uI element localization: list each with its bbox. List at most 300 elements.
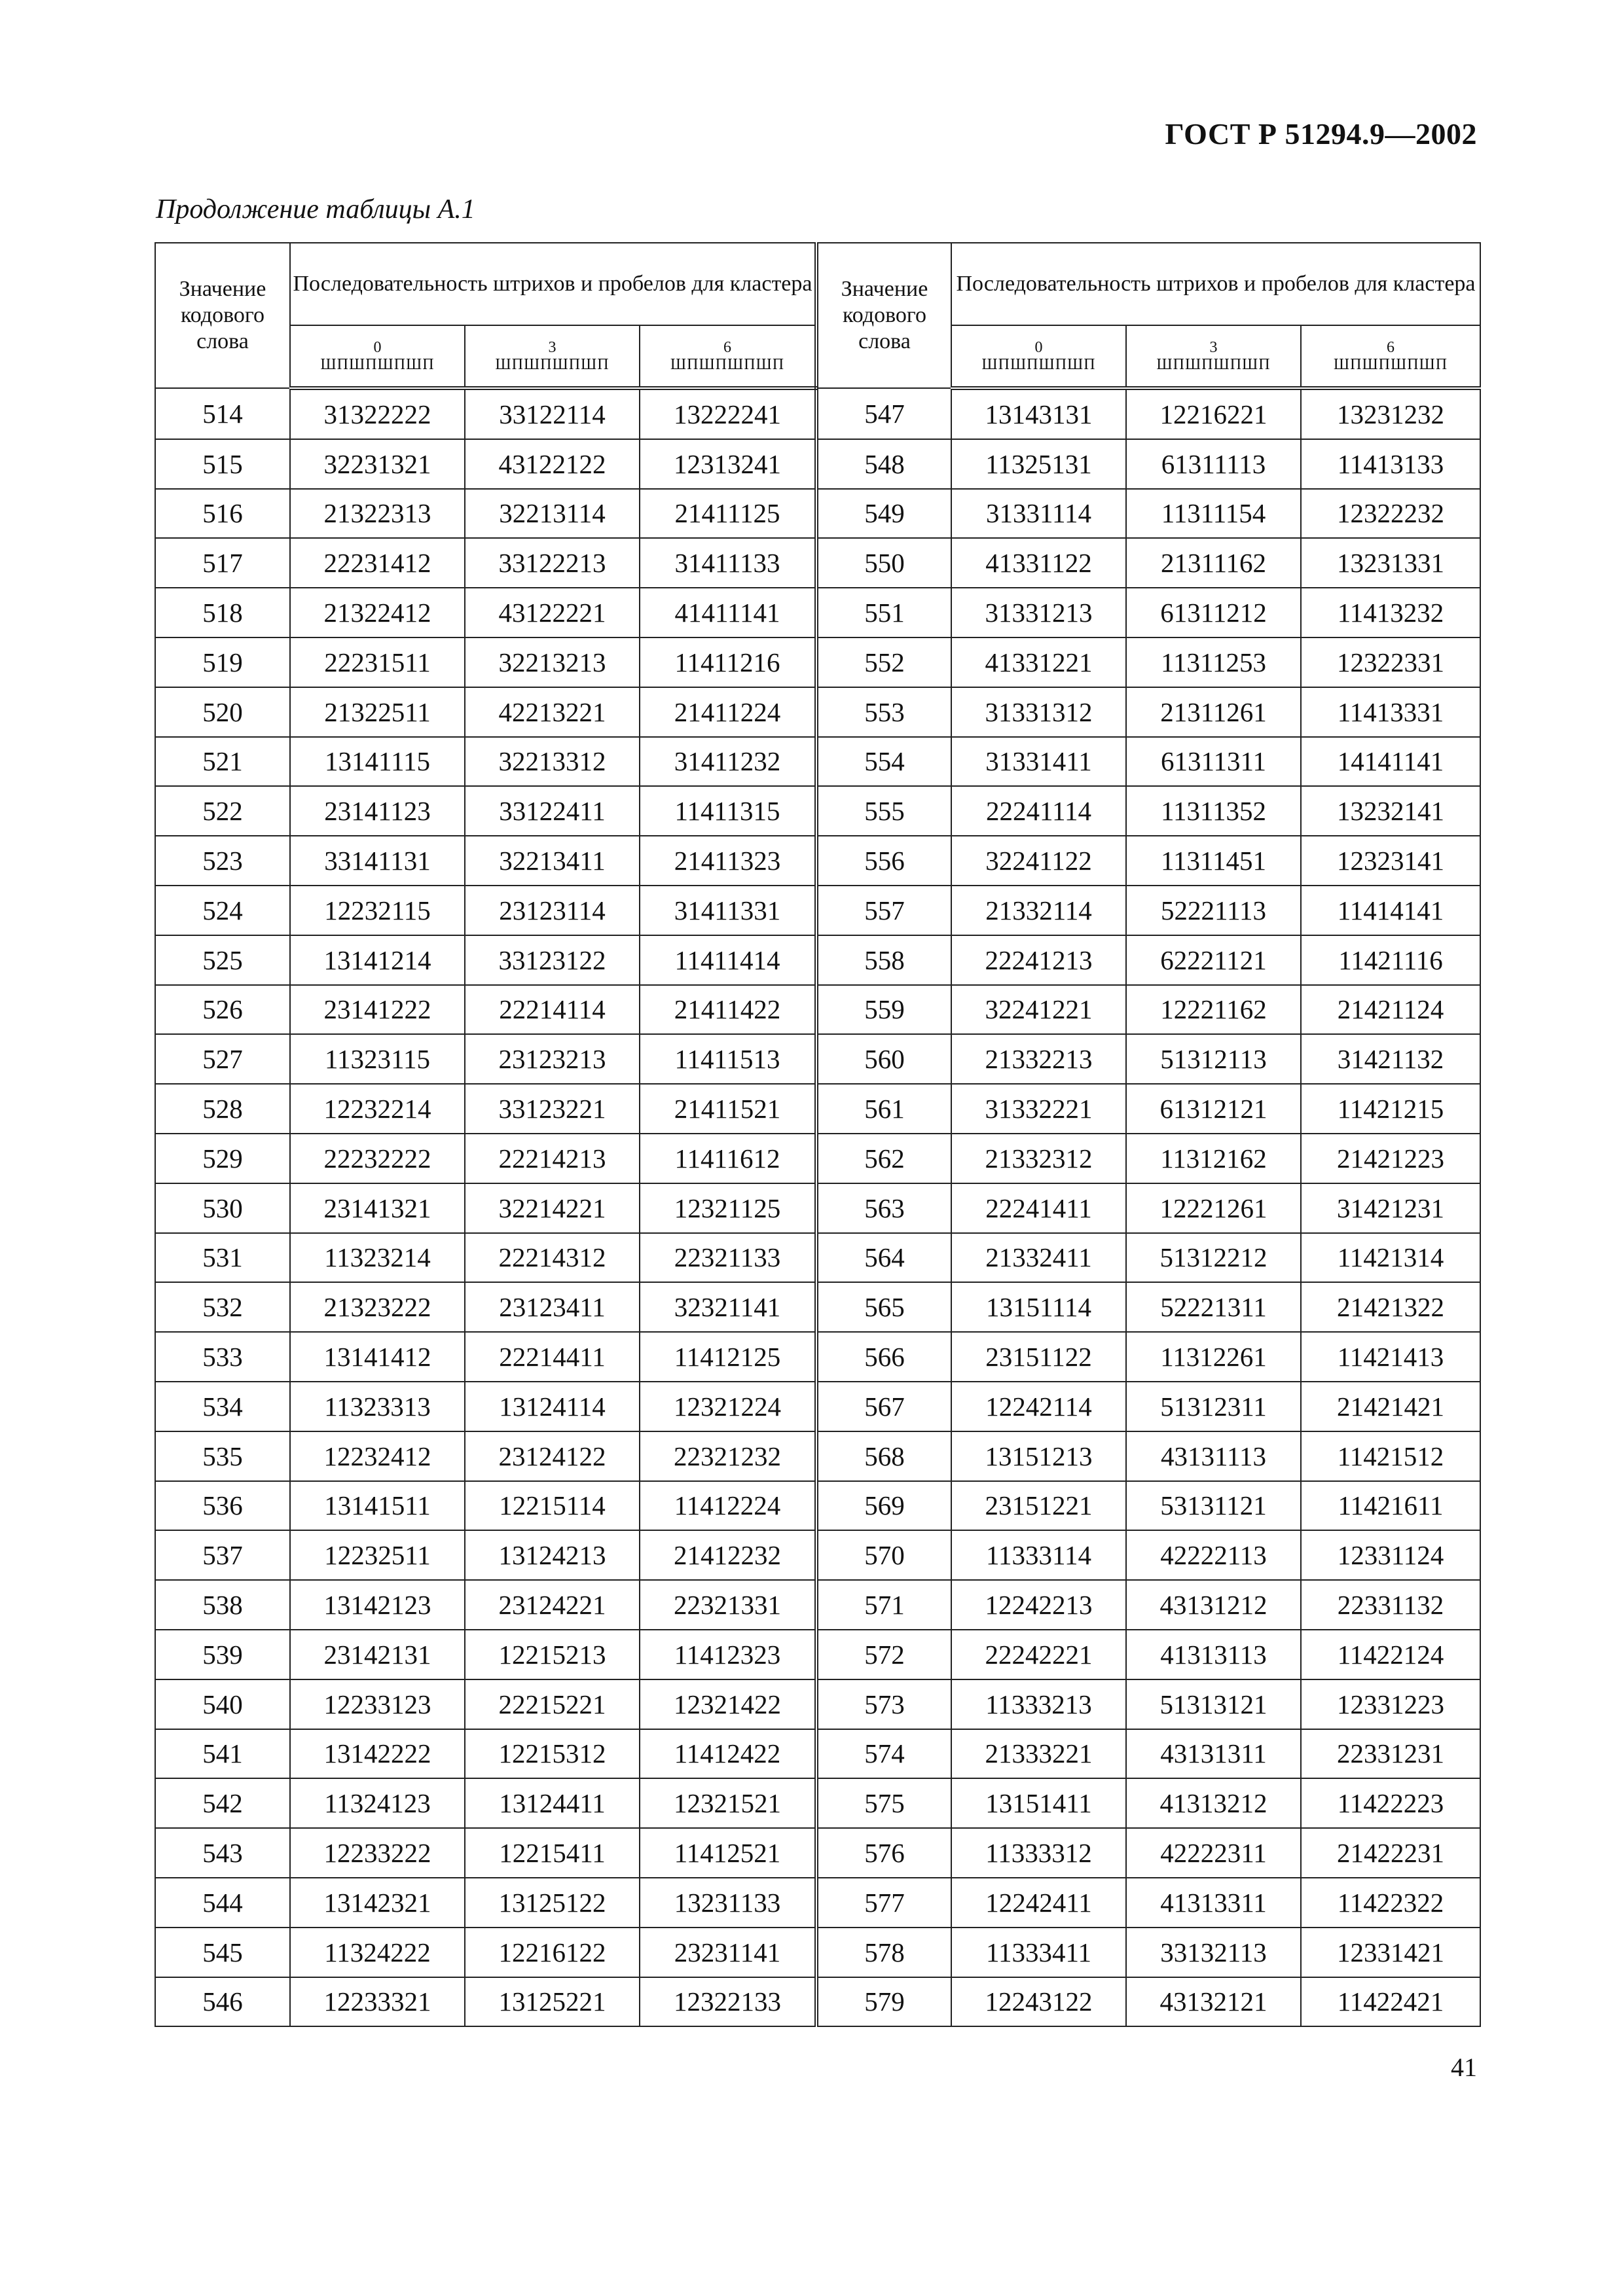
cluster-pattern-cell: 12322232 [1301,489,1480,539]
codeword-value-cell: 574 [816,1729,951,1779]
cluster-pattern-cell: 41313212 [1126,1778,1301,1828]
cluster-pattern-cell: 43132121 [1126,1977,1301,2027]
cluster-pattern-cell: 31421132 [1301,1034,1480,1084]
cluster-pattern-cell: 12221162 [1126,985,1301,1035]
cluster-pattern-cell: 32241122 [951,836,1126,886]
cluster-pattern-cell: 31411133 [640,538,816,588]
cluster-pattern-cell: 32213114 [465,489,640,539]
codeword-value-cell: 537 [155,1530,290,1580]
cluster-pattern-cell: 43131311 [1126,1729,1301,1779]
cluster-pattern-cell: 11411216 [640,637,816,687]
codeword-value-cell: 542 [155,1778,290,1828]
cluster-pattern-cell: 22241114 [951,786,1126,836]
codeword-value-cell: 531 [155,1233,290,1283]
cluster-pattern-cell: 31331411 [951,737,1126,787]
cluster-pattern-cell: 32213213 [465,637,640,687]
cluster-pattern-cell: 11421215 [1301,1084,1480,1134]
cluster-pattern-cell: 13125122 [465,1878,640,1928]
cluster-pattern-cell: 22321133 [640,1233,816,1283]
cluster-pattern-cell: 21322412 [290,588,465,637]
cluster-pattern-cell: 22321232 [640,1431,816,1481]
cluster-pattern-cell: 22331132 [1301,1580,1480,1630]
cluster-pattern-cell: 51312311 [1126,1382,1301,1431]
cluster-pattern-cell: 41313113 [1126,1630,1301,1679]
table-row [155,836,1480,886]
table-row [155,1878,1480,1928]
cluster-pattern-cell: 12242213 [951,1580,1126,1630]
cluster-pattern-cell: 23142131 [290,1630,465,1679]
codeword-value-cell: 535 [155,1431,290,1481]
table-row [155,1928,1480,1977]
codeword-value-cell: 528 [155,1084,290,1134]
table-row [155,1481,1480,1531]
codeword-value-cell: 516 [155,489,290,539]
table-row [155,935,1480,985]
cluster-pattern-cell: 21332114 [951,886,1126,935]
cluster-pattern-cell: 43122122 [465,439,640,489]
cluster-pattern-cell: 12232511 [290,1530,465,1580]
codeword-value-cell: 551 [816,588,951,637]
codeword-value-cell: 571 [816,1580,951,1630]
cluster-pattern-cell: 11421611 [1301,1481,1480,1531]
cluster-pattern-cell: 11411315 [640,786,816,836]
table-row [155,1431,1480,1481]
codeword-value-cell: 527 [155,1034,290,1084]
cluster-pattern-cell: 32213312 [465,737,640,787]
cluster-pattern-cell: 12216221 [1126,388,1301,439]
cluster-pattern-cell: 11422322 [1301,1878,1480,1928]
cluster-pattern: ШПШПШПШП [1156,356,1271,373]
codeword-value-cell: 579 [816,1977,951,2027]
cluster-pattern-cell: 11422421 [1301,1977,1480,2027]
cluster-pattern-cell: 11412224 [640,1481,816,1531]
cluster-pattern-cell: 22231412 [290,538,465,588]
codeword-value-cell: 543 [155,1828,290,1878]
table-row [155,439,1480,489]
cluster-pattern: ШПШПШПШП [495,356,610,373]
codeword-value-cell: 547 [816,388,951,439]
cluster-pattern-cell: 12215213 [465,1630,640,1679]
cluster-pattern-cell: 13141214 [290,935,465,985]
cluster-pattern-cell: 11323313 [290,1382,465,1431]
table-row [155,1729,1480,1779]
codeword-value-cell: 515 [155,439,290,489]
codeword-value-cell: 576 [816,1828,951,1878]
table-row [155,1679,1480,1729]
cluster-pattern-cell: 21412232 [640,1530,816,1580]
cluster-pattern-cell: 31322222 [290,388,465,439]
codeword-value-cell: 522 [155,786,290,836]
cluster-pattern-cell: 11333213 [951,1679,1126,1729]
table-row [155,1977,1480,2027]
cluster-pattern-cell: 21421421 [1301,1382,1480,1431]
cluster-pattern-cell: 33122114 [465,388,640,439]
cluster-pattern-cell: 23141123 [290,786,465,836]
codeword-value-cell: 559 [816,985,951,1035]
cluster-shift: 3 [548,339,556,356]
cluster-pattern-cell: 12331421 [1301,1928,1480,1977]
cluster-pattern-cell: 12233222 [290,1828,465,1878]
cluster-pattern-cell: 32213411 [465,836,640,886]
cluster-header-left-1 [465,325,640,388]
cluster-pattern-cell: 13142123 [290,1580,465,1630]
table-caption: Продолжение таблицы А.1 [156,194,475,224]
codeword-value-cell: 572 [816,1630,951,1679]
cluster-pattern-cell: 12331223 [1301,1679,1480,1729]
cluster-pattern-cell: 22215221 [465,1679,640,1729]
cluster-pattern-cell: 11422124 [1301,1630,1480,1679]
codeword-value-cell: 552 [816,637,951,687]
cluster-pattern-cell: 11324222 [290,1928,465,1977]
cluster-pattern-cell: 41313311 [1126,1878,1301,1928]
cluster-pattern-cell: 13125221 [465,1977,640,2027]
cluster-pattern-cell: 23123411 [465,1282,640,1332]
codeword-value-cell: 517 [155,538,290,588]
cluster-pattern-cell: 21421124 [1301,985,1480,1035]
page-number: 41 [1451,2053,1477,2082]
cluster-pattern-cell: 12216122 [465,1928,640,1977]
cluster-header-left-2 [640,325,816,388]
cluster-pattern: ШПШПШПШП [670,356,785,373]
cluster-pattern-cell: 11311253 [1126,637,1301,687]
cluster-pattern-cell: 12215114 [465,1481,640,1531]
table-row [155,1332,1480,1382]
codeword-value-cell: 519 [155,637,290,687]
cluster-pattern-cell: 42213221 [465,687,640,737]
cluster-pattern-cell: 21421223 [1301,1134,1480,1183]
cluster-pattern-cell: 21322511 [290,687,465,737]
cluster-pattern-cell: 11411414 [640,935,816,985]
cluster-pattern-cell: 22241411 [951,1183,1126,1233]
cluster-pattern: ШПШПШПШП [981,356,1096,373]
table-row [155,1034,1480,1084]
table-row [155,1778,1480,1828]
cluster-pattern-cell: 12221261 [1126,1183,1301,1233]
cluster-pattern-cell: 13141115 [290,737,465,787]
codeword-value-cell: 560 [816,1034,951,1084]
codeword-value-cell: 526 [155,985,290,1035]
codeword-value-cell: 530 [155,1183,290,1233]
cluster-pattern-cell: 11412323 [640,1630,816,1679]
cluster-pattern-cell: 21411422 [640,985,816,1035]
cluster-pattern-cell: 31332221 [951,1084,1126,1134]
cluster-pattern-cell: 11333411 [951,1928,1126,1977]
cluster-pattern-cell: 21333221 [951,1729,1126,1779]
cluster-pattern-cell: 12232115 [290,886,465,935]
cluster-pattern-cell: 11312261 [1126,1332,1301,1382]
cluster-pattern-cell: 31331213 [951,588,1126,637]
cluster-pattern-cell: 33141131 [290,836,465,886]
cluster-pattern-cell: 12232214 [290,1084,465,1134]
cluster-pattern-cell: 22241213 [951,935,1126,985]
cluster-header-right-0 [951,325,1126,388]
codeword-value-cell: 553 [816,687,951,737]
cluster-shift: 6 [1387,339,1395,356]
cluster-pattern-cell: 33122213 [465,538,640,588]
table-row [155,985,1480,1035]
cluster-pattern-cell: 12321224 [640,1382,816,1431]
codeword-value-cell: 561 [816,1084,951,1134]
cluster-pattern-cell: 22214213 [465,1134,640,1183]
cluster-pattern-cell: 13151114 [951,1282,1126,1332]
cluster-pattern-cell: 42222113 [1126,1530,1301,1580]
col-header-value-right: Значение кодового слова [816,243,951,388]
cluster-pattern-cell: 21332411 [951,1233,1126,1283]
cluster-pattern-cell: 22232222 [290,1134,465,1183]
codeword-value-cell: 529 [155,1134,290,1183]
table-row [155,1183,1480,1233]
cluster-pattern-cell: 11311154 [1126,489,1301,539]
cluster-pattern-cell: 13124411 [465,1778,640,1828]
cluster-pattern-cell: 11422223 [1301,1778,1480,1828]
cluster-pattern-cell: 12243122 [951,1977,1126,2027]
table-row [155,1084,1480,1134]
cluster-pattern-cell: 12322331 [1301,637,1480,687]
cluster-pattern-cell: 21311162 [1126,538,1301,588]
cluster-pattern-cell: 32241221 [951,985,1126,1035]
table-row [155,538,1480,588]
cluster-pattern-cell: 62221121 [1126,935,1301,985]
col-header-sequence-right: Последовательность штрихов и пробелов для кластера [951,243,1480,325]
cluster-pattern-cell: 13231133 [640,1878,816,1928]
codeword-value-cell: 569 [816,1481,951,1531]
cluster-pattern-cell: 21332312 [951,1134,1126,1183]
cluster-pattern-cell: 31411331 [640,886,816,935]
cluster-pattern-cell: 12321521 [640,1778,816,1828]
cluster-pattern-cell: 22231511 [290,637,465,687]
codeword-value-cell: 540 [155,1679,290,1729]
codeword-table [155,242,1481,2027]
cluster-pattern-cell: 13141412 [290,1332,465,1382]
cluster-pattern-cell: 33132113 [1126,1928,1301,1977]
cluster-pattern-cell: 33122411 [465,786,640,836]
cluster-pattern-cell: 31421231 [1301,1183,1480,1233]
cluster-pattern-cell: 31331312 [951,687,1126,737]
cluster-pattern-cell: 23141321 [290,1183,465,1233]
cluster-header-right-1 [1126,325,1301,388]
cluster-pattern-cell: 11324123 [290,1778,465,1828]
cluster-pattern-cell: 11411513 [640,1034,816,1084]
cluster-pattern-cell: 22242221 [951,1630,1126,1679]
cluster-pattern-cell: 13231331 [1301,538,1480,588]
cluster-pattern-cell: 23151221 [951,1481,1126,1531]
cluster-pattern-cell: 43131113 [1126,1431,1301,1481]
codeword-value-cell: 544 [155,1878,290,1928]
cluster-pattern-cell: 21411521 [640,1084,816,1134]
table-row [155,1233,1480,1283]
cluster-pattern-cell: 13222241 [640,388,816,439]
cluster-pattern-cell: 61311212 [1126,588,1301,637]
codeword-value-cell: 541 [155,1729,290,1779]
cluster-pattern-cell: 41331221 [951,637,1126,687]
cluster-pattern-cell: 43131212 [1126,1580,1301,1630]
cluster-pattern-cell: 13231232 [1301,388,1480,439]
cluster-header-right-2 [1301,325,1480,388]
codeword-value-cell: 520 [155,687,290,737]
cluster-pattern-cell: 61311311 [1126,737,1301,787]
codeword-value-cell: 539 [155,1630,290,1679]
cluster-pattern-cell: 11311352 [1126,786,1301,836]
cluster-pattern-cell: 21411323 [640,836,816,886]
table-row [155,588,1480,637]
cluster-pattern-cell: 12232412 [290,1431,465,1481]
cluster-pattern-cell: 12215411 [465,1828,640,1878]
cluster-pattern-cell: 53131121 [1126,1481,1301,1531]
cluster-pattern-cell: 11412521 [640,1828,816,1878]
codeword-value-cell: 578 [816,1928,951,1977]
cluster-pattern-cell: 11414141 [1301,886,1480,935]
cluster-shift: 6 [723,339,731,356]
codeword-value-cell: 546 [155,1977,290,2027]
codeword-value-cell: 533 [155,1332,290,1382]
cluster-pattern-cell: 23124122 [465,1431,640,1481]
cluster-pattern-cell: 33123122 [465,935,640,985]
cluster-pattern-cell: 11421413 [1301,1332,1480,1382]
cluster-pattern-cell: 12331124 [1301,1530,1480,1580]
cluster-pattern-cell: 11412422 [640,1729,816,1779]
table-row [155,1630,1480,1679]
codeword-value-cell: 554 [816,737,951,787]
cluster-pattern-cell: 11323214 [290,1233,465,1283]
table-row [155,886,1480,935]
cluster-pattern-cell: 12321422 [640,1679,816,1729]
cluster-pattern-cell: 13232141 [1301,786,1480,836]
codeword-value-cell: 573 [816,1679,951,1729]
cluster-pattern-cell: 11312162 [1126,1134,1301,1183]
codeword-value-cell: 556 [816,836,951,886]
table-row [155,687,1480,737]
table-row [155,388,1480,439]
codeword-value-cell: 548 [816,439,951,489]
cluster-pattern-cell: 14141141 [1301,737,1480,787]
cluster-pattern-cell: 52221113 [1126,886,1301,935]
codeword-value-cell: 538 [155,1580,290,1630]
codeword-value-cell: 570 [816,1530,951,1580]
codeword-value-cell: 549 [816,489,951,539]
cluster-pattern-cell: 13143131 [951,388,1126,439]
cluster-pattern-cell: 32231321 [290,439,465,489]
col-header-value-left: Значение кодового слова [155,243,290,388]
codeword-value-cell: 563 [816,1183,951,1233]
codeword-value-cell: 557 [816,886,951,935]
cluster-pattern-cell: 12322133 [640,1977,816,2027]
table-row [155,1134,1480,1183]
table-row [155,1828,1480,1878]
cluster-pattern-cell: 13141511 [290,1481,465,1531]
codeword-value-cell: 558 [816,935,951,985]
codeword-value-cell: 536 [155,1481,290,1531]
cluster-pattern-cell: 11421116 [1301,935,1480,985]
cluster-pattern-cell: 21323222 [290,1282,465,1332]
table-row [155,786,1480,836]
cluster-pattern-cell: 21411224 [640,687,816,737]
codeword-value-cell: 565 [816,1282,951,1332]
cluster-pattern-cell: 31411232 [640,737,816,787]
cluster-pattern: ШПШПШПШП [320,356,435,373]
codeword-value-cell: 555 [816,786,951,836]
cluster-pattern-cell: 11333114 [951,1530,1126,1580]
cluster-pattern-cell: 11333312 [951,1828,1126,1878]
cluster-pattern-cell: 12242411 [951,1878,1126,1928]
cluster-pattern-cell: 23123213 [465,1034,640,1084]
cluster-pattern-cell: 11323115 [290,1034,465,1084]
cluster-pattern-cell: 22321331 [640,1580,816,1630]
cluster-pattern-cell: 42222311 [1126,1828,1301,1878]
codeword-value-cell: 562 [816,1134,951,1183]
cluster-pattern-cell: 23231141 [640,1928,816,1977]
cluster-pattern-cell: 33123221 [465,1084,640,1134]
cluster-pattern-cell: 12323141 [1301,836,1480,886]
cluster-pattern-cell: 51312113 [1126,1034,1301,1084]
cluster-pattern-cell: 13124213 [465,1530,640,1580]
cluster-pattern-cell: 41331122 [951,538,1126,588]
cluster-pattern-cell: 12313241 [640,439,816,489]
cluster-pattern-cell: 43122221 [465,588,640,637]
cluster-pattern-cell: 21421322 [1301,1282,1480,1332]
col-header-sequence-left: Последовательность штрихов и пробелов для кластера [290,243,816,325]
cluster-pattern-cell: 21322313 [290,489,465,539]
cluster-pattern-cell: 21422231 [1301,1828,1480,1878]
cluster-pattern-cell: 32321141 [640,1282,816,1332]
codeword-value-cell: 545 [155,1928,290,1977]
cluster-pattern-cell: 31331114 [951,489,1126,539]
cluster-pattern-cell: 13151411 [951,1778,1126,1828]
codeword-value-cell: 523 [155,836,290,886]
table-row [155,1282,1480,1332]
cluster-shift: 3 [1209,339,1218,356]
cluster-pattern-cell: 13124114 [465,1382,640,1431]
cluster-pattern-cell: 21311261 [1126,687,1301,737]
cluster-pattern-cell: 23141222 [290,985,465,1035]
table-row [155,737,1480,787]
codeword-value-cell: 514 [155,388,290,439]
cluster-pattern-cell: 22331231 [1301,1729,1480,1779]
cluster-pattern-cell: 11412125 [640,1332,816,1382]
cluster-pattern-cell: 32214221 [465,1183,640,1233]
codeword-value-cell: 568 [816,1431,951,1481]
cluster-pattern-cell: 22214411 [465,1332,640,1382]
codeword-value-cell: 577 [816,1878,951,1928]
cluster-pattern-cell: 11421512 [1301,1431,1480,1481]
cluster-header-left-0 [290,325,465,388]
standard-designation: ГОСТ Р 51294.9—2002 [1165,117,1477,151]
cluster-pattern-cell: 52221311 [1126,1282,1301,1332]
cluster-pattern-cell: 12242114 [951,1382,1126,1431]
codeword-value-cell: 567 [816,1382,951,1431]
codeword-value-cell: 550 [816,538,951,588]
table-body [155,388,1480,2026]
cluster-pattern-cell: 11413331 [1301,687,1480,737]
codeword-value-cell: 564 [816,1233,951,1283]
cluster-pattern-cell: 22214114 [465,985,640,1035]
cluster-pattern-cell: 12233123 [290,1679,465,1729]
cluster-pattern-cell: 11421314 [1301,1233,1480,1283]
cluster-pattern-cell: 51312212 [1126,1233,1301,1283]
cluster-pattern-cell: 11413232 [1301,588,1480,637]
table-row [155,1580,1480,1630]
cluster-pattern-cell: 11311451 [1126,836,1301,886]
cluster-shift: 0 [373,339,382,356]
cluster-pattern-cell: 51313121 [1126,1679,1301,1729]
cluster-pattern-cell: 61312121 [1126,1084,1301,1134]
cluster-pattern-cell: 21411125 [640,489,816,539]
table-row [155,637,1480,687]
codeword-value-cell: 534 [155,1382,290,1431]
cluster-pattern-cell: 41411141 [640,588,816,637]
cluster-pattern-cell: 23151122 [951,1332,1126,1382]
cluster-pattern-cell: 13142321 [290,1878,465,1928]
codeword-value-cell: 575 [816,1778,951,1828]
